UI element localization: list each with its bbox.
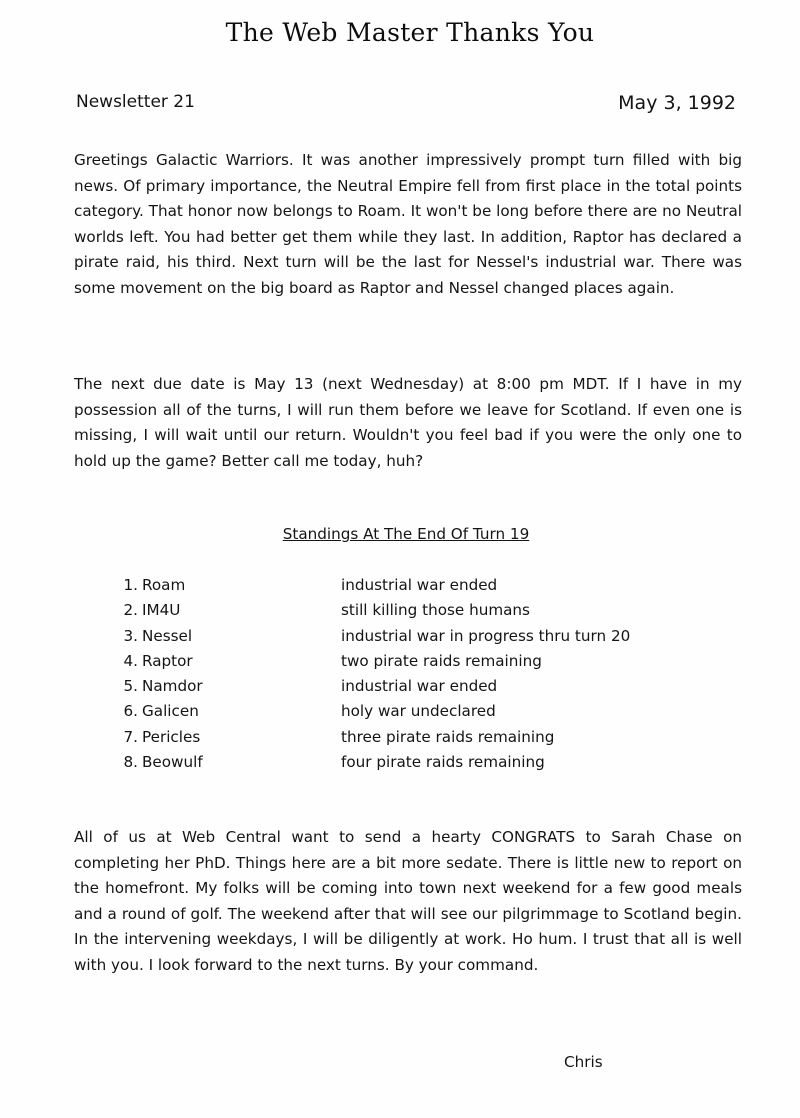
signature: Chris <box>564 1053 603 1071</box>
newsletter-date: May 3, 1992 <box>618 92 736 114</box>
standing-player: Raptor <box>142 651 193 670</box>
standing-status: holy war undeclared <box>341 702 496 721</box>
standing-row <box>112 573 712 598</box>
standing-status: three pirate raids remaining <box>341 727 555 746</box>
standing-status: industrial war ended <box>341 576 498 594</box>
standing-row <box>112 750 712 775</box>
standing-rank: 8. <box>123 753 138 772</box>
page-title: The Web Master Thanks You <box>225 18 595 47</box>
standing-row <box>112 598 712 623</box>
standing-rank: 4. <box>123 651 138 670</box>
standing-player: Namdor <box>142 677 203 696</box>
standing-status: two pirate raids remaining <box>341 651 542 670</box>
standing-status: still killing those humans <box>341 601 530 620</box>
standing-player: IM4U <box>142 601 181 620</box>
standing-rank: 6. <box>123 702 138 721</box>
standing-row <box>112 725 712 750</box>
standing-row <box>112 699 712 724</box>
newsletter-number: Newsletter 21 <box>76 92 195 112</box>
standing-row <box>112 624 712 649</box>
standing-rank: 2. <box>123 601 138 620</box>
standing-player: Roam <box>142 576 186 594</box>
standing-row <box>112 674 712 699</box>
paragraph-greeting: Greetings Galactic Warriors. It was another impressively prompt turn filled with big news. Of primary importance, the Neutral Empire fell from first place in the total points category. That honor now belongs to Roam. It won't be long before there are no Neutral worlds left. You had better get them while they last. In addition, Raptor has declared a pirate raid, his third. Next turn will be the last for Nessel's industrial war. There was some movement on the big board as Raptor and Nessel changed places again. <box>74 151 742 297</box>
standings-heading: Standings At The End Of Turn 19 <box>282 525 530 543</box>
standing-rank: 5. <box>123 677 138 696</box>
standing-player: Galicen <box>142 702 199 721</box>
standing-status: four pirate raids remaining <box>341 753 545 772</box>
paragraph-due-date: The next due date is May 13 (next Wednesday) at 8:00 pm MDT. If I have in my possession all of the turns, I will run them before we leave for Scotland. If even one is missing, I will wait until our return. Wouldn't you feel bad if you were the only one to hold up the game? Better call me today, huh? <box>74 375 742 470</box>
paragraph-congrats: All of us at Web Central want to send a hearty CONGRATS to Sarah Chase on completing her PhD. Things here are a bit more sedate. There is little new to report on the homefront. My folks will be coming into town next weekend for a few good meals and a round of golf. The weekend after that will see our pilgrimmage to Scotland begin. In the intervening weekdays, I will be diligently at work. Ho hum. I trust that all is well with you. I look forward to the next turns. By your command. <box>74 828 742 974</box>
standing-player: Beowulf <box>142 753 203 772</box>
standing-rank: 7. <box>123 727 138 746</box>
standing-rank: 3. <box>123 626 138 645</box>
standing-row <box>112 649 712 674</box>
standing-player: Nessel <box>142 626 193 645</box>
standing-status: industrial war in progress thru turn 20 <box>341 626 631 645</box>
standing-status: industrial war ended <box>341 677 498 696</box>
standings-list <box>112 573 712 775</box>
standing-player: Pericles <box>142 727 201 746</box>
standing-rank: 1. <box>123 576 138 594</box>
